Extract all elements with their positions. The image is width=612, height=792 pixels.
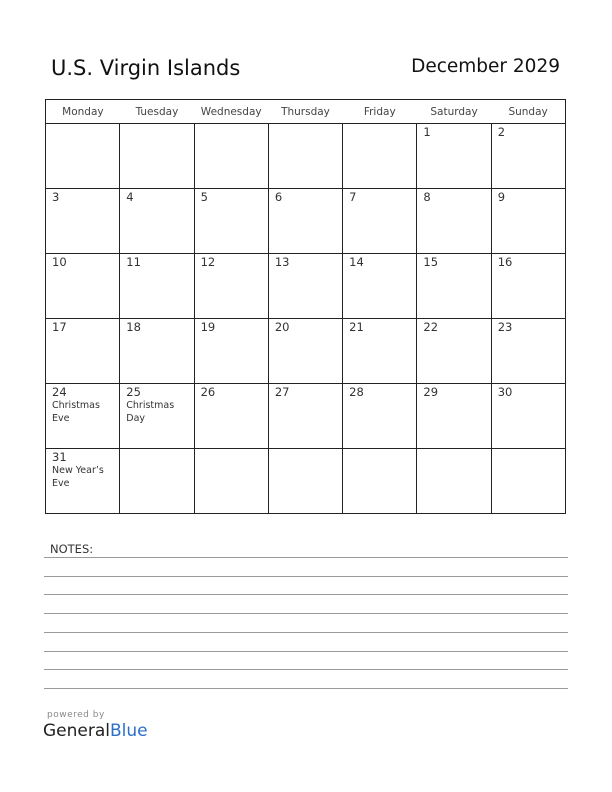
- brand-logo[interactable]: [43, 721, 148, 741]
- day-cell[interactable]: [46, 319, 120, 384]
- day-number: 24: [52, 385, 67, 399]
- day-number: 3: [52, 190, 60, 204]
- week-row: [46, 449, 566, 514]
- note-line: [44, 576, 568, 577]
- day-cell[interactable]: [491, 189, 565, 254]
- day-cell[interactable]: [268, 254, 342, 319]
- day-number: 14: [349, 255, 364, 269]
- note-line: [44, 688, 568, 689]
- day-number: 30: [497, 385, 513, 399]
- day-cell[interactable]: [46, 384, 120, 449]
- week-row: [46, 189, 566, 254]
- note-line: [44, 613, 568, 614]
- day-cell[interactable]: [120, 449, 194, 514]
- day-cell[interactable]: [194, 124, 268, 189]
- day-cell[interactable]: [417, 254, 491, 319]
- weekday-friday: Friday: [343, 100, 417, 124]
- note-line: [44, 557, 568, 558]
- day-number: 26: [200, 385, 216, 399]
- page-title: U.S. Virgin Islands: [51, 56, 241, 80]
- day-cell[interactable]: [194, 319, 268, 384]
- day-number: 12: [200, 255, 216, 269]
- day-cell[interactable]: [46, 189, 120, 254]
- day-cell[interactable]: [268, 189, 342, 254]
- weekday-saturday: Saturday: [417, 100, 491, 124]
- weekday-tuesday: Tuesday: [120, 100, 194, 124]
- weekday-thursday: Thursday: [268, 100, 342, 124]
- day-number: 29: [423, 385, 439, 399]
- day-number: 15: [423, 255, 439, 269]
- day-cell[interactable]: [120, 124, 194, 189]
- day-number: 5: [200, 190, 208, 204]
- weekday-sunday: Sunday: [491, 100, 565, 124]
- day-cell[interactable]: [268, 449, 342, 514]
- day-cell[interactable]: [194, 449, 268, 514]
- week-row: [46, 384, 566, 449]
- note-line: [44, 594, 568, 595]
- day-number: 20: [274, 320, 290, 334]
- day-cell[interactable]: [120, 189, 194, 254]
- day-cell[interactable]: [343, 449, 417, 514]
- day-cell[interactable]: [343, 319, 417, 384]
- day-number: 11: [126, 255, 141, 269]
- day-cell[interactable]: [417, 124, 491, 189]
- day-number: 7: [349, 190, 357, 204]
- powered-by-label: powered by: [47, 710, 105, 720]
- week-row: [46, 254, 566, 319]
- day-cell[interactable]: [268, 124, 342, 189]
- day-cell[interactable]: [46, 124, 120, 189]
- day-cell[interactable]: [491, 384, 565, 449]
- day-number: 31: [52, 450, 67, 464]
- day-cell[interactable]: [120, 254, 194, 319]
- day-number: 10: [52, 255, 67, 269]
- day-number: 8: [423, 190, 431, 204]
- weekday-header-row: [46, 100, 566, 124]
- day-number: 19: [200, 320, 216, 334]
- day-cell[interactable]: [491, 124, 565, 189]
- day-cell[interactable]: [417, 189, 491, 254]
- holiday-label: Christmas Day: [126, 400, 175, 424]
- day-number: 22: [423, 320, 439, 334]
- day-cell[interactable]: [194, 254, 268, 319]
- note-line: [44, 669, 568, 670]
- note-line: [44, 651, 568, 652]
- day-number: 1: [423, 125, 431, 139]
- day-cell[interactable]: [491, 319, 565, 384]
- day-cell[interactable]: [194, 189, 268, 254]
- day-cell[interactable]: [268, 319, 342, 384]
- day-number: 2: [497, 125, 506, 139]
- day-cell[interactable]: [194, 384, 268, 449]
- day-number: 28: [349, 385, 364, 399]
- day-cell[interactable]: [343, 124, 417, 189]
- day-cell[interactable]: [343, 189, 417, 254]
- day-number: 6: [274, 190, 283, 204]
- brand-general: General: [43, 721, 110, 741]
- day-number: 23: [497, 320, 513, 334]
- day-number: 25: [126, 385, 141, 399]
- day-cell[interactable]: [343, 384, 417, 449]
- day-cell[interactable]: [46, 254, 120, 319]
- day-number: 9: [497, 190, 506, 204]
- month-label: December 2029: [411, 56, 560, 77]
- holiday-label: Christmas Eve: [52, 400, 100, 424]
- day-cell[interactable]: [120, 384, 194, 449]
- day-cell[interactable]: [491, 254, 565, 319]
- day-cell[interactable]: [417, 319, 491, 384]
- notes-label: NOTES:: [50, 542, 94, 556]
- day-number: 27: [274, 385, 290, 399]
- day-number: 4: [126, 190, 134, 204]
- day-cell[interactable]: [417, 384, 491, 449]
- note-line: [44, 632, 568, 633]
- day-number: 18: [126, 320, 141, 334]
- day-cell[interactable]: [491, 449, 565, 514]
- day-cell[interactable]: [120, 319, 194, 384]
- day-number: 16: [497, 255, 513, 269]
- week-row: [46, 319, 566, 384]
- day-cell[interactable]: [268, 384, 342, 449]
- calendar-grid: [45, 99, 566, 514]
- holiday-label: New Year’s Eve: [52, 465, 104, 489]
- brand-blue: Blue: [110, 721, 148, 741]
- day-cell[interactable]: [417, 449, 491, 514]
- day-number: 13: [274, 255, 290, 269]
- day-number: 21: [349, 320, 364, 334]
- day-cell[interactable]: [343, 254, 417, 319]
- weekday-wednesday: Wednesday: [194, 100, 268, 124]
- day-cell[interactable]: [46, 449, 120, 514]
- day-number: 17: [52, 320, 67, 334]
- weekday-monday: Monday: [46, 100, 120, 124]
- week-row: [46, 124, 566, 189]
